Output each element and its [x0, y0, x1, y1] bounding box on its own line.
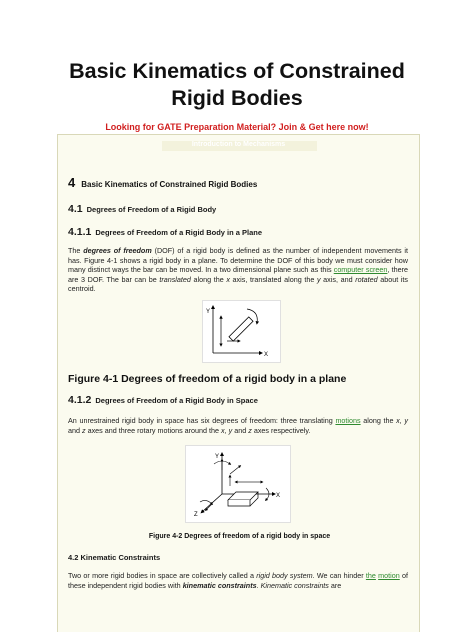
section-title: Degrees of Freedom of a Rigid Body in Space: [95, 396, 258, 405]
section-number: 4.1: [68, 203, 83, 215]
link-motions[interactable]: motions: [335, 416, 361, 425]
term-z: z: [248, 425, 252, 435]
document-title: [0, 58, 474, 112]
link-motion[interactable]: motion: [378, 571, 400, 580]
text-run: axes and three rotary motions around the: [85, 425, 222, 435]
figure-4-2-caption: Figure 4-2 Degrees of freedom of a rigid body in space: [148, 533, 331, 540]
link-the[interactable]: the: [365, 571, 376, 580]
term-rotated: rotated: [355, 274, 378, 284]
text-run: Two or more rigid bodies in space are collectively called a: [68, 571, 257, 580]
z-axis: [202, 494, 222, 512]
rigid-bar: [229, 317, 253, 341]
paragraph-space-dof: [68, 416, 408, 435]
text-run: axis, and: [320, 274, 356, 284]
section-4-1-heading: [68, 203, 216, 215]
diagonal-arrow: [230, 466, 240, 474]
link-computer-screen[interactable]: computer screen: [333, 265, 388, 275]
section-4-heading: [68, 175, 257, 190]
content-panel: [57, 134, 420, 632]
term-kinematic-constraints: Kinematic constraints: [260, 580, 329, 590]
section-number: 4.1.2: [68, 394, 92, 406]
text-run: axis, translated along the: [229, 274, 317, 284]
section-number: 4: [68, 175, 76, 190]
paragraph-kinematic-constraints: [68, 571, 408, 590]
y-axis-label: Y: [215, 454, 220, 460]
text-run: An unrestrained rigid body in space has six degrees of freedom: three translating: [68, 416, 336, 425]
text-run: and: [68, 425, 82, 435]
term-z: z: [82, 425, 86, 435]
section-4-1-1-heading: [68, 226, 262, 238]
text-run: are: [328, 580, 342, 590]
section-4-1-2-heading: [68, 394, 258, 406]
term-degrees-of-freedom: degrees of freedom: [83, 246, 152, 255]
section-4-2-heading: 4.2 Kinematic Constraints: [68, 553, 161, 562]
x-axis-label: X: [276, 493, 281, 499]
text-run: about its centroid.: [68, 274, 409, 294]
figure-4-1-caption: Figure 4-1 Degrees of freedom of a rigid body in a plane: [68, 373, 347, 385]
translate-z-arrow: [206, 504, 212, 510]
text-run: .: [256, 580, 261, 590]
text-run: . We can hinder: [312, 571, 366, 580]
term-xy: x, y: [396, 416, 408, 425]
term-x: x: [226, 274, 230, 284]
text-run: (DOF) of a rigid body is defined as the number of independent movements it has. Figure 4-1 shows a rigid body in a plane. To determine the DOF of this body we must consider how many distinct ways the bar can be moved. In a two dimensional plane such as this: [68, 246, 409, 275]
figure-4-2-diagram: [186, 446, 290, 522]
paragraph-dof-definition: [68, 246, 408, 294]
section-title: Degrees of Freedom of a Rigid Body in a Plane: [95, 228, 263, 237]
promo-link[interactable]: Looking for GATE Preparation Material? Join & Get here now!: [105, 122, 369, 132]
term-kinematic-constraints: kinematic constraints: [182, 580, 257, 590]
term-translated: translated: [159, 274, 191, 284]
section-number: 4.1.1: [68, 226, 92, 238]
text-run: The: [68, 246, 84, 255]
text-run: , there are 3 DOF. The bar can be: [68, 265, 408, 284]
text-run: along the: [360, 416, 397, 425]
z-axis-label: Z: [194, 512, 198, 518]
title-line-2: Rigid Bodies: [171, 86, 303, 110]
text-run: of these independent rigid bodies with: [68, 571, 408, 590]
term-y: y: [316, 274, 321, 284]
term-rigid-body-system: rigid body system: [256, 571, 313, 580]
panel-header: Introduction to Mechanisms: [191, 141, 286, 148]
text-run: along the: [190, 274, 227, 284]
title-line-1: Basic Kinematics of Constrained: [69, 59, 405, 83]
text-run: axes respectively.: [251, 425, 311, 435]
term-xy: x, y: [221, 425, 233, 435]
figure-4-1-diagram: [203, 301, 280, 362]
x-axis-label: X: [264, 352, 269, 358]
section-title: Degrees of Freedom of a Rigid Body: [86, 205, 217, 214]
text-run: and: [232, 425, 249, 435]
y-axis-label: Y: [206, 309, 211, 315]
figure-4-1-planar-dof: [202, 300, 281, 363]
figure-4-2-spatial-dof: [185, 445, 291, 523]
section-title: Basic Kinematics of Constrained Rigid Bodies: [81, 180, 258, 189]
rotation-z-arrow: [200, 500, 212, 504]
